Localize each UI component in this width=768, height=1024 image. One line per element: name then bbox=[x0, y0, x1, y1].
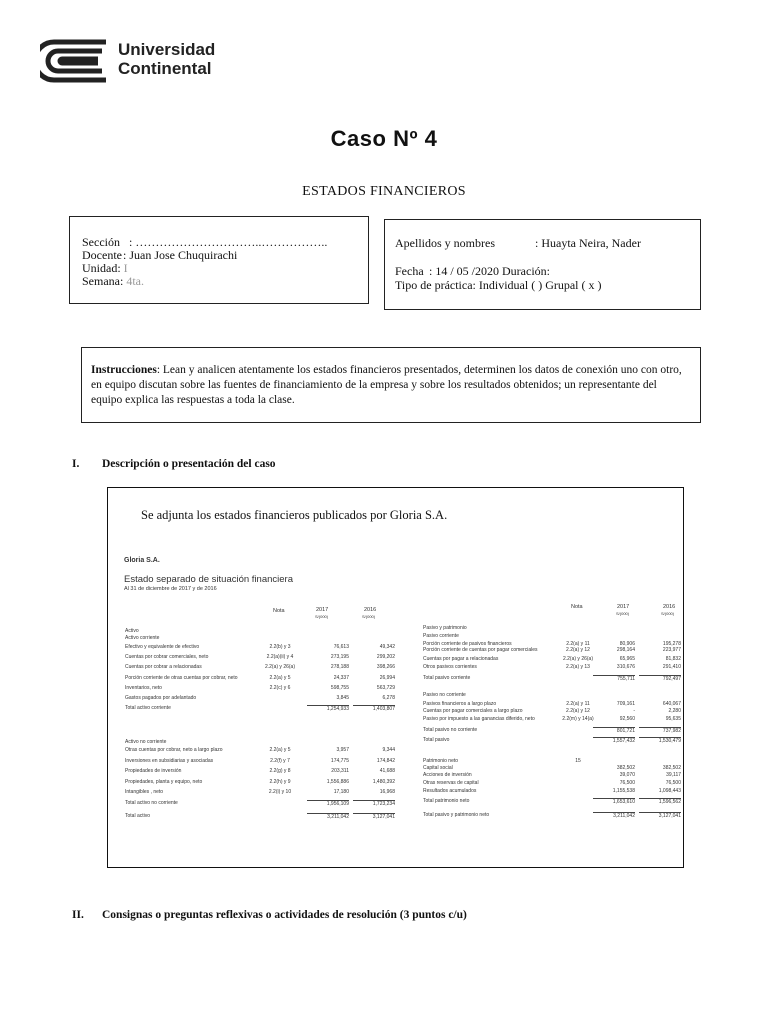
fs-row-label: Total patrimonio neto bbox=[423, 798, 470, 804]
fs-row-label: Otros pasivos corrientes bbox=[423, 664, 477, 670]
fs-row-label: Total activo no corriente bbox=[125, 800, 178, 806]
semana-label: Semana: bbox=[82, 274, 124, 288]
fs-row-note: 2.2(a) y 5 bbox=[269, 675, 291, 681]
fs-row-label: Intangibles , neto bbox=[125, 789, 164, 795]
fs-row-label: Total pasivo corriente bbox=[423, 675, 471, 681]
fs-row-2017: 1,556,886 bbox=[326, 779, 349, 785]
fs-row bbox=[125, 813, 395, 820]
fs-row-note: 2.2(g) y 8 bbox=[269, 768, 291, 774]
university-name: Universidad Continental bbox=[118, 40, 216, 78]
fs-row-2016: 223,977 bbox=[662, 647, 681, 653]
docente-label: Docente bbox=[82, 248, 122, 262]
fs-date: Al 31 de diciembre de 2017 y de 2016 bbox=[124, 586, 217, 592]
fs-row bbox=[125, 768, 395, 775]
fs-row bbox=[423, 798, 683, 805]
fs-row-2016: 640,067 bbox=[662, 701, 681, 707]
fs-row-2017: - bbox=[633, 708, 635, 714]
fs-row-2017: 39,070 bbox=[619, 772, 635, 778]
fs-row bbox=[125, 747, 395, 754]
fs-row-label: Activo no corriente bbox=[125, 739, 167, 745]
fs-row bbox=[125, 644, 395, 651]
fs-row bbox=[125, 635, 385, 642]
financial-statement-intro: Se adjunta los estados financieros publicados por Gloria S.A. bbox=[141, 508, 448, 522]
fs-row-label: Otras reservas de capital bbox=[423, 780, 479, 786]
fs-row-2017: 92,560 bbox=[619, 716, 635, 722]
fs-row-note: 2.2(a)(ii) y 4 bbox=[266, 654, 294, 660]
fs-row bbox=[423, 788, 683, 795]
fs-row-label: Inversiones en subsidiarias y asociadas bbox=[125, 758, 214, 764]
fs-row-2016: 195,278 bbox=[662, 641, 681, 647]
fs-row-label: Porción corriente de cuentas por pagar comerciales bbox=[423, 647, 538, 653]
fs-row bbox=[125, 789, 395, 796]
fs-row-label: Porción corriente de pasivos financieros bbox=[423, 641, 512, 647]
semana-value: 4ta. bbox=[126, 274, 144, 288]
fs-left-col-unit-2016: S/(000) bbox=[362, 614, 376, 619]
page-title: Caso Nº 4 bbox=[330, 126, 438, 151]
fs-row-2017: 755,711 bbox=[593, 675, 635, 682]
section-2-number: II. bbox=[72, 909, 84, 921]
fs-row-label: Pasivo por impuesto a las ganancias diferido, neto bbox=[423, 716, 535, 722]
fs-row-label: Activo bbox=[125, 628, 139, 634]
fs-row-2017: 801,721 bbox=[593, 727, 635, 734]
fs-row-2017: 76,613 bbox=[333, 644, 349, 650]
fs-row-2017: 3,211,042 bbox=[593, 812, 635, 819]
fs-row-label: Cuentas por cobrar a relacionadas bbox=[125, 664, 202, 670]
fs-row-label: Capital social bbox=[423, 765, 453, 771]
fs-row-2016: 3,127,041 bbox=[639, 812, 681, 819]
fs-title: Estado separado de situación financiera bbox=[124, 574, 294, 585]
fs-row-label: Total pasivo bbox=[423, 737, 450, 743]
fs-row bbox=[423, 656, 683, 663]
fs-right-col-unit-2016: S/(000) bbox=[661, 611, 675, 616]
fecha-label: Fecha bbox=[395, 264, 424, 278]
fs-row-label: Otras cuentas por cobrar, neto a largo plazo bbox=[125, 747, 223, 753]
fs-row-2017: 1,653,610 bbox=[593, 798, 635, 805]
fs-row-2016: 76,500 bbox=[665, 780, 681, 786]
student-info-box bbox=[384, 219, 701, 310]
fs-right-col-nota: Nota bbox=[571, 604, 583, 610]
fs-row bbox=[423, 727, 683, 734]
fs-row-2017: 17,180 bbox=[333, 789, 349, 795]
section-2-heading bbox=[72, 909, 467, 921]
fs-row bbox=[423, 737, 683, 744]
fs-row-note: 2.2(a) y 5 bbox=[269, 747, 291, 753]
fs-row-note: 2.2(m) y 14(a) bbox=[562, 716, 594, 722]
fs-row-2017: 278,188 bbox=[330, 664, 349, 670]
fs-row-2017: 273,195 bbox=[330, 654, 349, 660]
section-1-heading bbox=[72, 458, 276, 470]
fs-row-2016: 3,127,041 bbox=[353, 813, 395, 820]
university-logo-icon bbox=[40, 38, 110, 84]
fs-row-label: Inventarios, neto bbox=[125, 685, 162, 691]
fs-row-label: Activo corriente bbox=[125, 635, 160, 641]
fs-row-2016: 49,342 bbox=[379, 644, 395, 650]
fs-row-label: Resultados acumulados bbox=[423, 788, 477, 794]
docente-value: : Juan Jose Chuquirachi bbox=[123, 248, 238, 262]
fs-row-2016: 41,688 bbox=[379, 768, 395, 774]
fs-row bbox=[125, 675, 395, 682]
fs-row bbox=[125, 758, 395, 765]
fs-row-label: Efectivo y equivalente de efectivo bbox=[125, 644, 200, 650]
nombres-label: Apellidos y nombres bbox=[395, 236, 495, 250]
fs-row-2016: 792,497 bbox=[639, 675, 681, 682]
fs-row-2017: 3,211,042 bbox=[307, 813, 349, 820]
fs-row bbox=[125, 800, 395, 807]
fs-row-2016: 39,117 bbox=[666, 772, 681, 778]
fs-company: Gloria S.A. bbox=[124, 557, 160, 564]
fs-row-2016: 95,635 bbox=[665, 716, 681, 722]
fs-row-label: Pasivo y patrimonio bbox=[423, 625, 467, 631]
fs-row-note: 15 bbox=[575, 758, 581, 764]
fs-row-2016: 6,278 bbox=[382, 695, 395, 701]
fs-row-label: Pasivos financieros a largo plazo bbox=[423, 701, 497, 707]
instructions-text: : Lean y analicen atentamente los estados financieros presentados, determinen los datos de conexión uno con otro, en equipo discutan sobre las fuentes de financiamiento de la empresa y sobre los resultados obtenidos; un representante del equipo explica las respuestas a toda la clase. bbox=[91, 364, 682, 406]
fs-right-col-2017: 2017 bbox=[617, 604, 630, 610]
fs-row bbox=[423, 708, 683, 715]
fs-row-note: 2.2(a) y 26(a) bbox=[264, 664, 295, 670]
fs-row-2016: 174,842 bbox=[376, 758, 395, 764]
fs-row-label: Total pasivo no corriente bbox=[423, 727, 478, 733]
fs-row-2017: 1,254,933 bbox=[307, 705, 349, 712]
fs-row bbox=[125, 664, 395, 671]
fs-row-2016: 1,530,479 bbox=[639, 737, 681, 744]
section-2-title: Consignas o preguntas reflexivas o actividades de resolución (3 puntos c/u) bbox=[102, 909, 467, 921]
fs-row-label: Gastos pagados por adelantado bbox=[125, 695, 197, 701]
fs-row bbox=[125, 705, 395, 712]
fs-row-2017: 65,965 bbox=[619, 656, 635, 662]
seccion-value: : …………………………..…………….. bbox=[129, 235, 328, 249]
fs-row bbox=[423, 716, 683, 723]
fs-row bbox=[423, 758, 683, 765]
fs-row-2017: 709,161 bbox=[616, 701, 635, 707]
section-1-title: Descripción o presentación del caso bbox=[102, 458, 276, 470]
fecha-value: : 14 / 05 /2020 Duración: bbox=[429, 264, 550, 278]
fs-row-label: Propiedades, planta y equipo, neto bbox=[125, 779, 203, 785]
fs-row-2016: 398,266 bbox=[376, 664, 395, 670]
fs-row-2017: 298,164 bbox=[616, 647, 635, 653]
fs-row-2017: 174,775 bbox=[330, 758, 349, 764]
fs-row-2016: 81,832 bbox=[665, 656, 681, 662]
fs-row-2016: 1,596,562 bbox=[639, 798, 681, 805]
fs-row-note: 2.2(a) y 26(a) bbox=[562, 656, 593, 662]
unidad-value: I bbox=[123, 261, 128, 275]
fs-row bbox=[423, 780, 683, 787]
fs-row-note: 2.2(a) y 12 bbox=[566, 647, 590, 653]
fs-row-note: 2.2(i) y 10 bbox=[268, 789, 292, 795]
fs-row bbox=[125, 628, 385, 635]
tipo-practica: Tipo de práctica: Individual ( ) Grupal ( x ) bbox=[395, 278, 602, 292]
fs-row-2017: 80,906 bbox=[619, 641, 635, 647]
fs-row bbox=[423, 701, 683, 708]
fs-row-label: Cuentas por pagar comerciales a largo plazo bbox=[423, 708, 523, 714]
fs-row-2017: 3,845 bbox=[336, 695, 349, 701]
unidad-label: Unidad: bbox=[82, 261, 121, 275]
fs-row bbox=[125, 685, 395, 692]
fs-row-label: Cuentas por cobrar comerciales, neto bbox=[125, 654, 209, 660]
fs-left-col-nota: Nota bbox=[273, 608, 285, 614]
fs-row-label: Porción corriente de otras cuentas por cobrar, neto bbox=[125, 675, 238, 681]
fs-row bbox=[125, 695, 395, 702]
fs-row-2016: 291,410 bbox=[662, 664, 681, 670]
fs-row-2016: 1,723,234 bbox=[353, 800, 395, 807]
nombres-value: : Huayta Neira, Nader bbox=[535, 236, 641, 250]
fs-row-label: Cuentas por pagar a relacionadas bbox=[423, 656, 499, 662]
fs-right-col-unit-2017: S/(000) bbox=[616, 611, 630, 616]
fs-row-2017: 76,500 bbox=[619, 780, 635, 786]
fs-left-col-2017: 2017 bbox=[316, 607, 329, 613]
fs-row-label: Pasivo no corriente bbox=[423, 692, 466, 698]
fs-row-2017: 382,502 bbox=[616, 765, 635, 771]
fs-row-2016: 26,994 bbox=[379, 675, 395, 681]
fs-row bbox=[423, 647, 683, 654]
fs-row-note: 2.2(h) y 9 bbox=[269, 779, 291, 785]
fs-row-2016: 1,480,392 bbox=[372, 779, 395, 785]
page-subtitle: ESTADOS FINANCIEROS bbox=[302, 184, 466, 199]
fs-row bbox=[125, 739, 385, 746]
fs-row-2016: 2,280 bbox=[668, 708, 681, 714]
fs-row-2016: 9,344 bbox=[382, 747, 395, 753]
fs-row-label: Total activo corriente bbox=[125, 705, 171, 711]
fs-row-label: Patrimonio neto bbox=[423, 758, 459, 764]
fs-row-note: 2.2(f) y 7 bbox=[270, 758, 290, 764]
fs-row-2016: 1,403,807 bbox=[353, 705, 395, 712]
fs-row bbox=[423, 765, 683, 772]
fs-row bbox=[125, 779, 395, 786]
fs-left-col-2016: 2016 bbox=[364, 607, 377, 613]
fs-row-note: 2.2(a) y 12 bbox=[566, 708, 590, 714]
fs-row bbox=[423, 692, 683, 699]
fs-row-2016: 16,968 bbox=[379, 789, 395, 795]
fs-row-label: Total pasivo y patrimonio neto bbox=[423, 812, 490, 818]
fs-row-note: 2.2(a) y 11 bbox=[566, 701, 590, 707]
fs-row-note: 2.2(c) y 6 bbox=[269, 685, 291, 691]
fs-row-2017: 203,311 bbox=[331, 768, 349, 774]
fs-row-2016: 299,202 bbox=[376, 654, 395, 660]
fs-row-label: Pasivo corriente bbox=[423, 633, 459, 639]
fs-row-2017: 1,557,432 bbox=[593, 737, 635, 744]
fs-row bbox=[423, 625, 683, 632]
fs-left-col-unit-2017: S/(000) bbox=[315, 614, 329, 619]
fs-row-note: 2.2(a) y 11 bbox=[566, 641, 590, 647]
fs-row-2017: 3,957 bbox=[336, 747, 349, 753]
fs-row-2016: 1,098,443 bbox=[658, 788, 681, 794]
fs-row-note: 2.2(a) y 13 bbox=[566, 664, 590, 670]
fs-row bbox=[423, 633, 683, 640]
fs-right-col-2016: 2016 bbox=[663, 604, 676, 610]
fs-row-label: Acciones de inversión bbox=[423, 772, 472, 778]
fs-row-2016: 382,502 bbox=[662, 765, 681, 771]
fs-row bbox=[423, 675, 683, 682]
fs-row-2017: 310,676 bbox=[616, 664, 635, 670]
fs-row bbox=[423, 772, 683, 779]
fs-row-2017: 1,155,538 bbox=[612, 788, 635, 794]
fs-row-label: Propiedades de inversión bbox=[125, 768, 182, 774]
fs-row-2016: 563,729 bbox=[376, 685, 395, 691]
section-1-number: I. bbox=[72, 458, 80, 470]
fs-row bbox=[125, 654, 395, 661]
fs-row-2017: 24,337 bbox=[333, 675, 349, 681]
seccion-label: Sección bbox=[82, 235, 120, 249]
instructions-box bbox=[81, 347, 701, 423]
instructions-label: Instrucciones bbox=[91, 364, 157, 376]
fs-row-2017: 598,755 bbox=[330, 685, 349, 691]
fs-row bbox=[423, 812, 683, 819]
fs-row-label: Total activo bbox=[125, 813, 151, 819]
fs-row-2017: 1,956,109 bbox=[307, 800, 349, 807]
fs-row-note: 2.2(b) y 3 bbox=[269, 644, 291, 650]
course-info-box bbox=[69, 216, 369, 304]
fs-row-2016: 737,982 bbox=[639, 727, 681, 734]
fs-row bbox=[423, 664, 683, 671]
